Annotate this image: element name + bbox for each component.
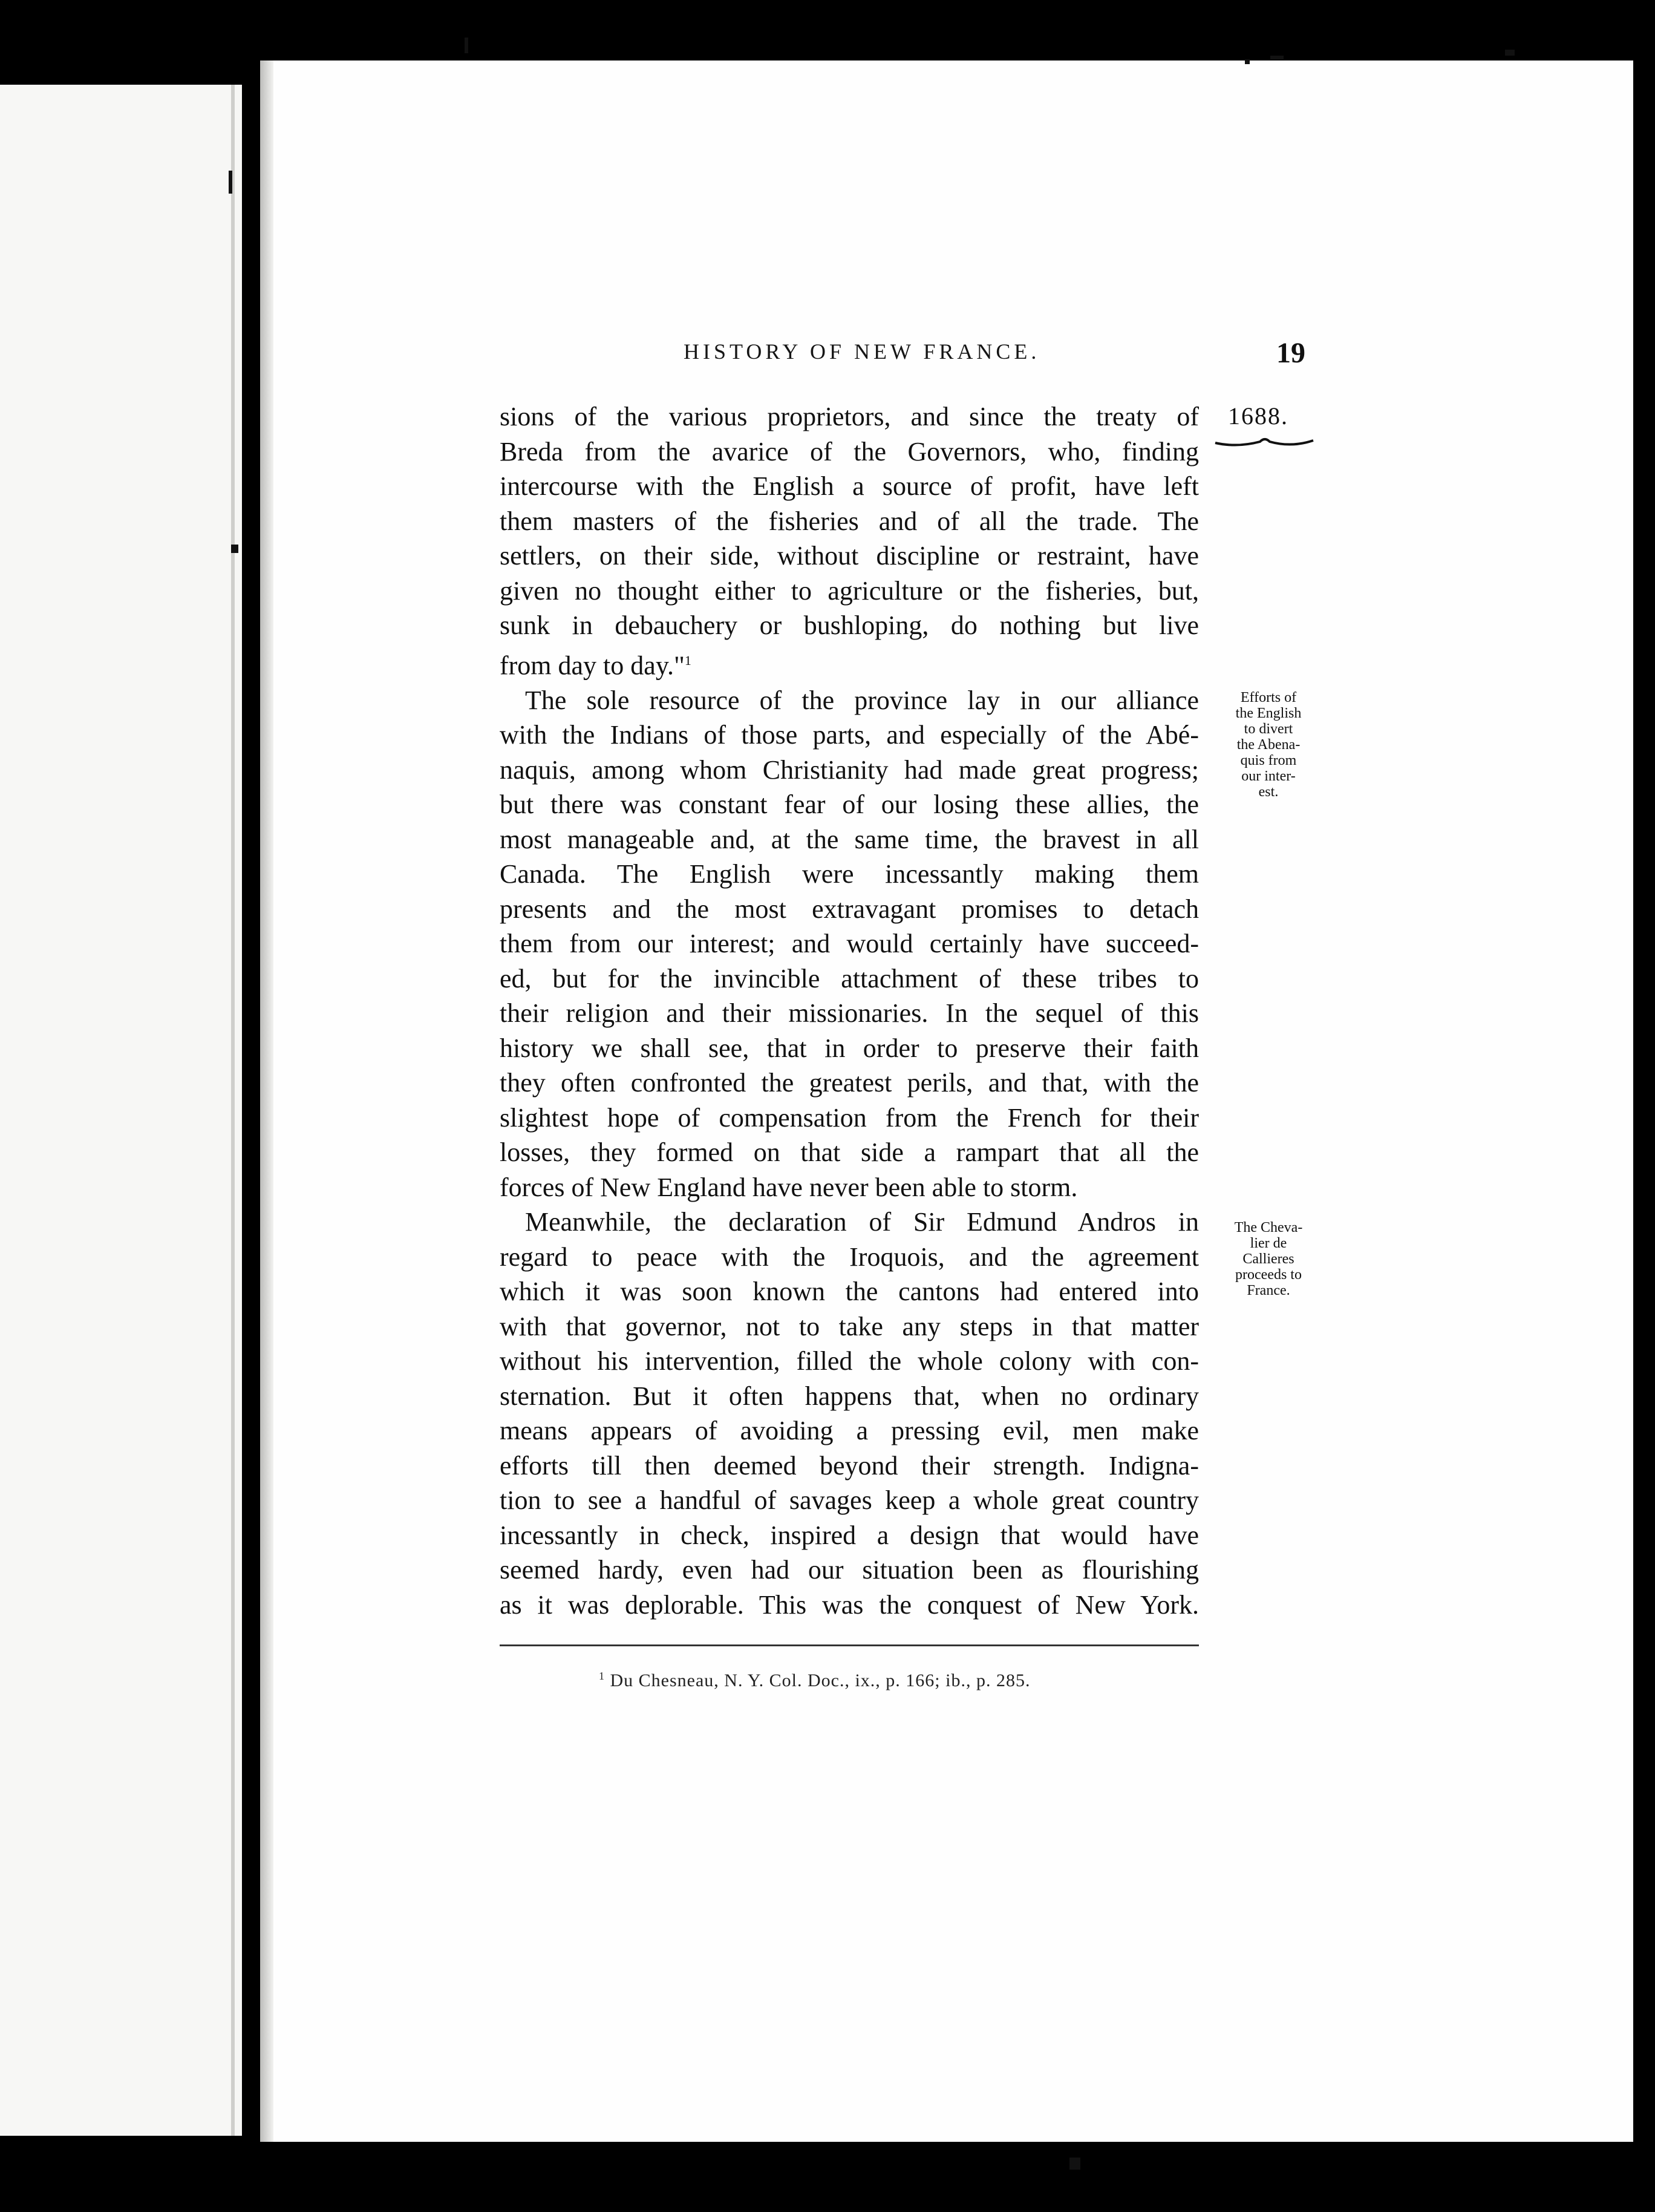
text-line: but there was constant fear of our losing these allies, the [500, 790, 1199, 820]
text-line: losses, they formed on that side a rampart that all the [500, 1137, 1199, 1168]
text-line: intercourse with the English a source of profit, have left [500, 471, 1199, 501]
sidenote-line: Callieres [1242, 1251, 1294, 1267]
text-line: means appears of avoiding a pressing evil, men make [500, 1416, 1199, 1446]
scan-speck [1245, 59, 1250, 64]
text-line: Canada. The English were incessantly making them [500, 859, 1199, 889]
sidenote-efforts-of-the-english [1205, 690, 1332, 800]
page-fold-shadow [260, 61, 273, 2142]
scan-speck [1069, 2158, 1080, 2170]
text-line: efforts till then deemed beyond their strength. Indigna- [500, 1450, 1199, 1481]
text-line: tion to see a handful of savages keep a whole great country [500, 1485, 1199, 1516]
text-line: history we shall see, that in order to preserve their faith [500, 1033, 1199, 1063]
footnote-marker: 1 [599, 1670, 605, 1682]
text-line: Meanwhile, the declaration of Sir Edmund Andros in [525, 1207, 1199, 1237]
footnote [599, 1670, 1030, 1691]
text-line: with the Indians of those parts, and especially of the Abé- [500, 720, 1199, 750]
sidenote-chevalier-de-callieres [1205, 1220, 1332, 1298]
text-line: sunk in debauchery or bushloping, do nothing but live [500, 610, 1199, 640]
scan-speck [229, 171, 232, 194]
text-line: ed, but for the invincible attachment of these tribes to [500, 963, 1199, 993]
text-line: their religion and their missionaries. In the sequel of this [500, 998, 1199, 1029]
text-line-with-footnote [500, 643, 1199, 683]
text-line: regard to peace with the Iroquois, and the agreement [500, 1242, 1199, 1272]
sidenote-line: The Cheva- [1234, 1220, 1303, 1235]
footnote-rule [500, 1644, 1199, 1646]
text-line: The sole resource of the province lay in our alliance [525, 685, 1199, 715]
sidenote-line: to divert [1244, 721, 1293, 737]
text-line: which it was soon known the cantons had entered into [500, 1277, 1199, 1307]
text-line: without his intervention, filled the whole colony with con- [500, 1346, 1199, 1376]
text-line: forces of New England have never been able to storm. [500, 1172, 1078, 1202]
scan-speck [1505, 50, 1515, 56]
text-line: incessantly in check, inspired a design that would have [500, 1520, 1199, 1550]
running-head: HISTORY OF NEW FRANCE. [684, 339, 1040, 364]
sidenote-line: lier de [1250, 1235, 1287, 1251]
text-line: presents and the most extravagant promises to detach [500, 894, 1199, 924]
sidenote-line: the Abena- [1236, 737, 1301, 753]
body-text [500, 399, 1199, 1622]
text-line: slightest hope of compensation from the French for their [500, 1102, 1199, 1133]
text-line: them from our interest; and would certainly have succeed- [500, 929, 1199, 959]
sidenote-line: our inter- [1241, 768, 1296, 784]
gutter-line [231, 85, 235, 2136]
sidenote-line: quis from [1240, 753, 1297, 768]
footnote-reference: 1 [684, 652, 691, 668]
footnote-text: Du Chesneau, N. Y. Col. Doc., ix., p. 166; ib., p. 285. [610, 1670, 1031, 1690]
sidenote-line: proceeds to [1235, 1267, 1302, 1283]
text-line: seemed hardy, even had our situation been as flourishing [500, 1555, 1199, 1585]
text-line: naquis, among whom Christianity had made great progress; [500, 754, 1199, 785]
text-line: Breda from the avarice of the Governors, who, finding [500, 436, 1199, 466]
text-line: with that governor, not to take any steps in that matter [500, 1311, 1199, 1341]
left-page-edge [0, 85, 242, 2136]
sidenote-line: the English [1235, 705, 1302, 721]
text-line: sternation. But it often happens that, when no ordinary [500, 1381, 1199, 1411]
text-line: sions of the various proprietors, and since the treaty of [500, 402, 1199, 431]
year-margin: 1688. [1228, 402, 1288, 430]
page-number: 19 [1276, 337, 1305, 369]
scan-speck [1270, 56, 1284, 59]
scan-speck [231, 545, 238, 553]
text-line: given no thought either to agriculture or the fisheries, but, [500, 575, 1199, 606]
scan-speck [465, 38, 468, 53]
text-line: they often confronted the greatest perils, and that, with the [500, 1068, 1199, 1098]
text-line: from day to day." [500, 650, 685, 681]
text-line: most manageable and, at the same time, the bravest in all [500, 824, 1199, 854]
sidenote-line: France. [1247, 1283, 1290, 1298]
sidenote-line: est. [1258, 784, 1279, 800]
sidenote-line: Efforts of [1240, 690, 1297, 705]
text-line: as it was deplorable. This was the conquest of New York. [500, 1589, 1199, 1620]
year-brace-ornament [1213, 434, 1316, 449]
text-line: settlers, on their side, without discipline or restraint, have [500, 541, 1199, 571]
text-line: them masters of the fisheries and of all the trade. The [500, 506, 1199, 536]
